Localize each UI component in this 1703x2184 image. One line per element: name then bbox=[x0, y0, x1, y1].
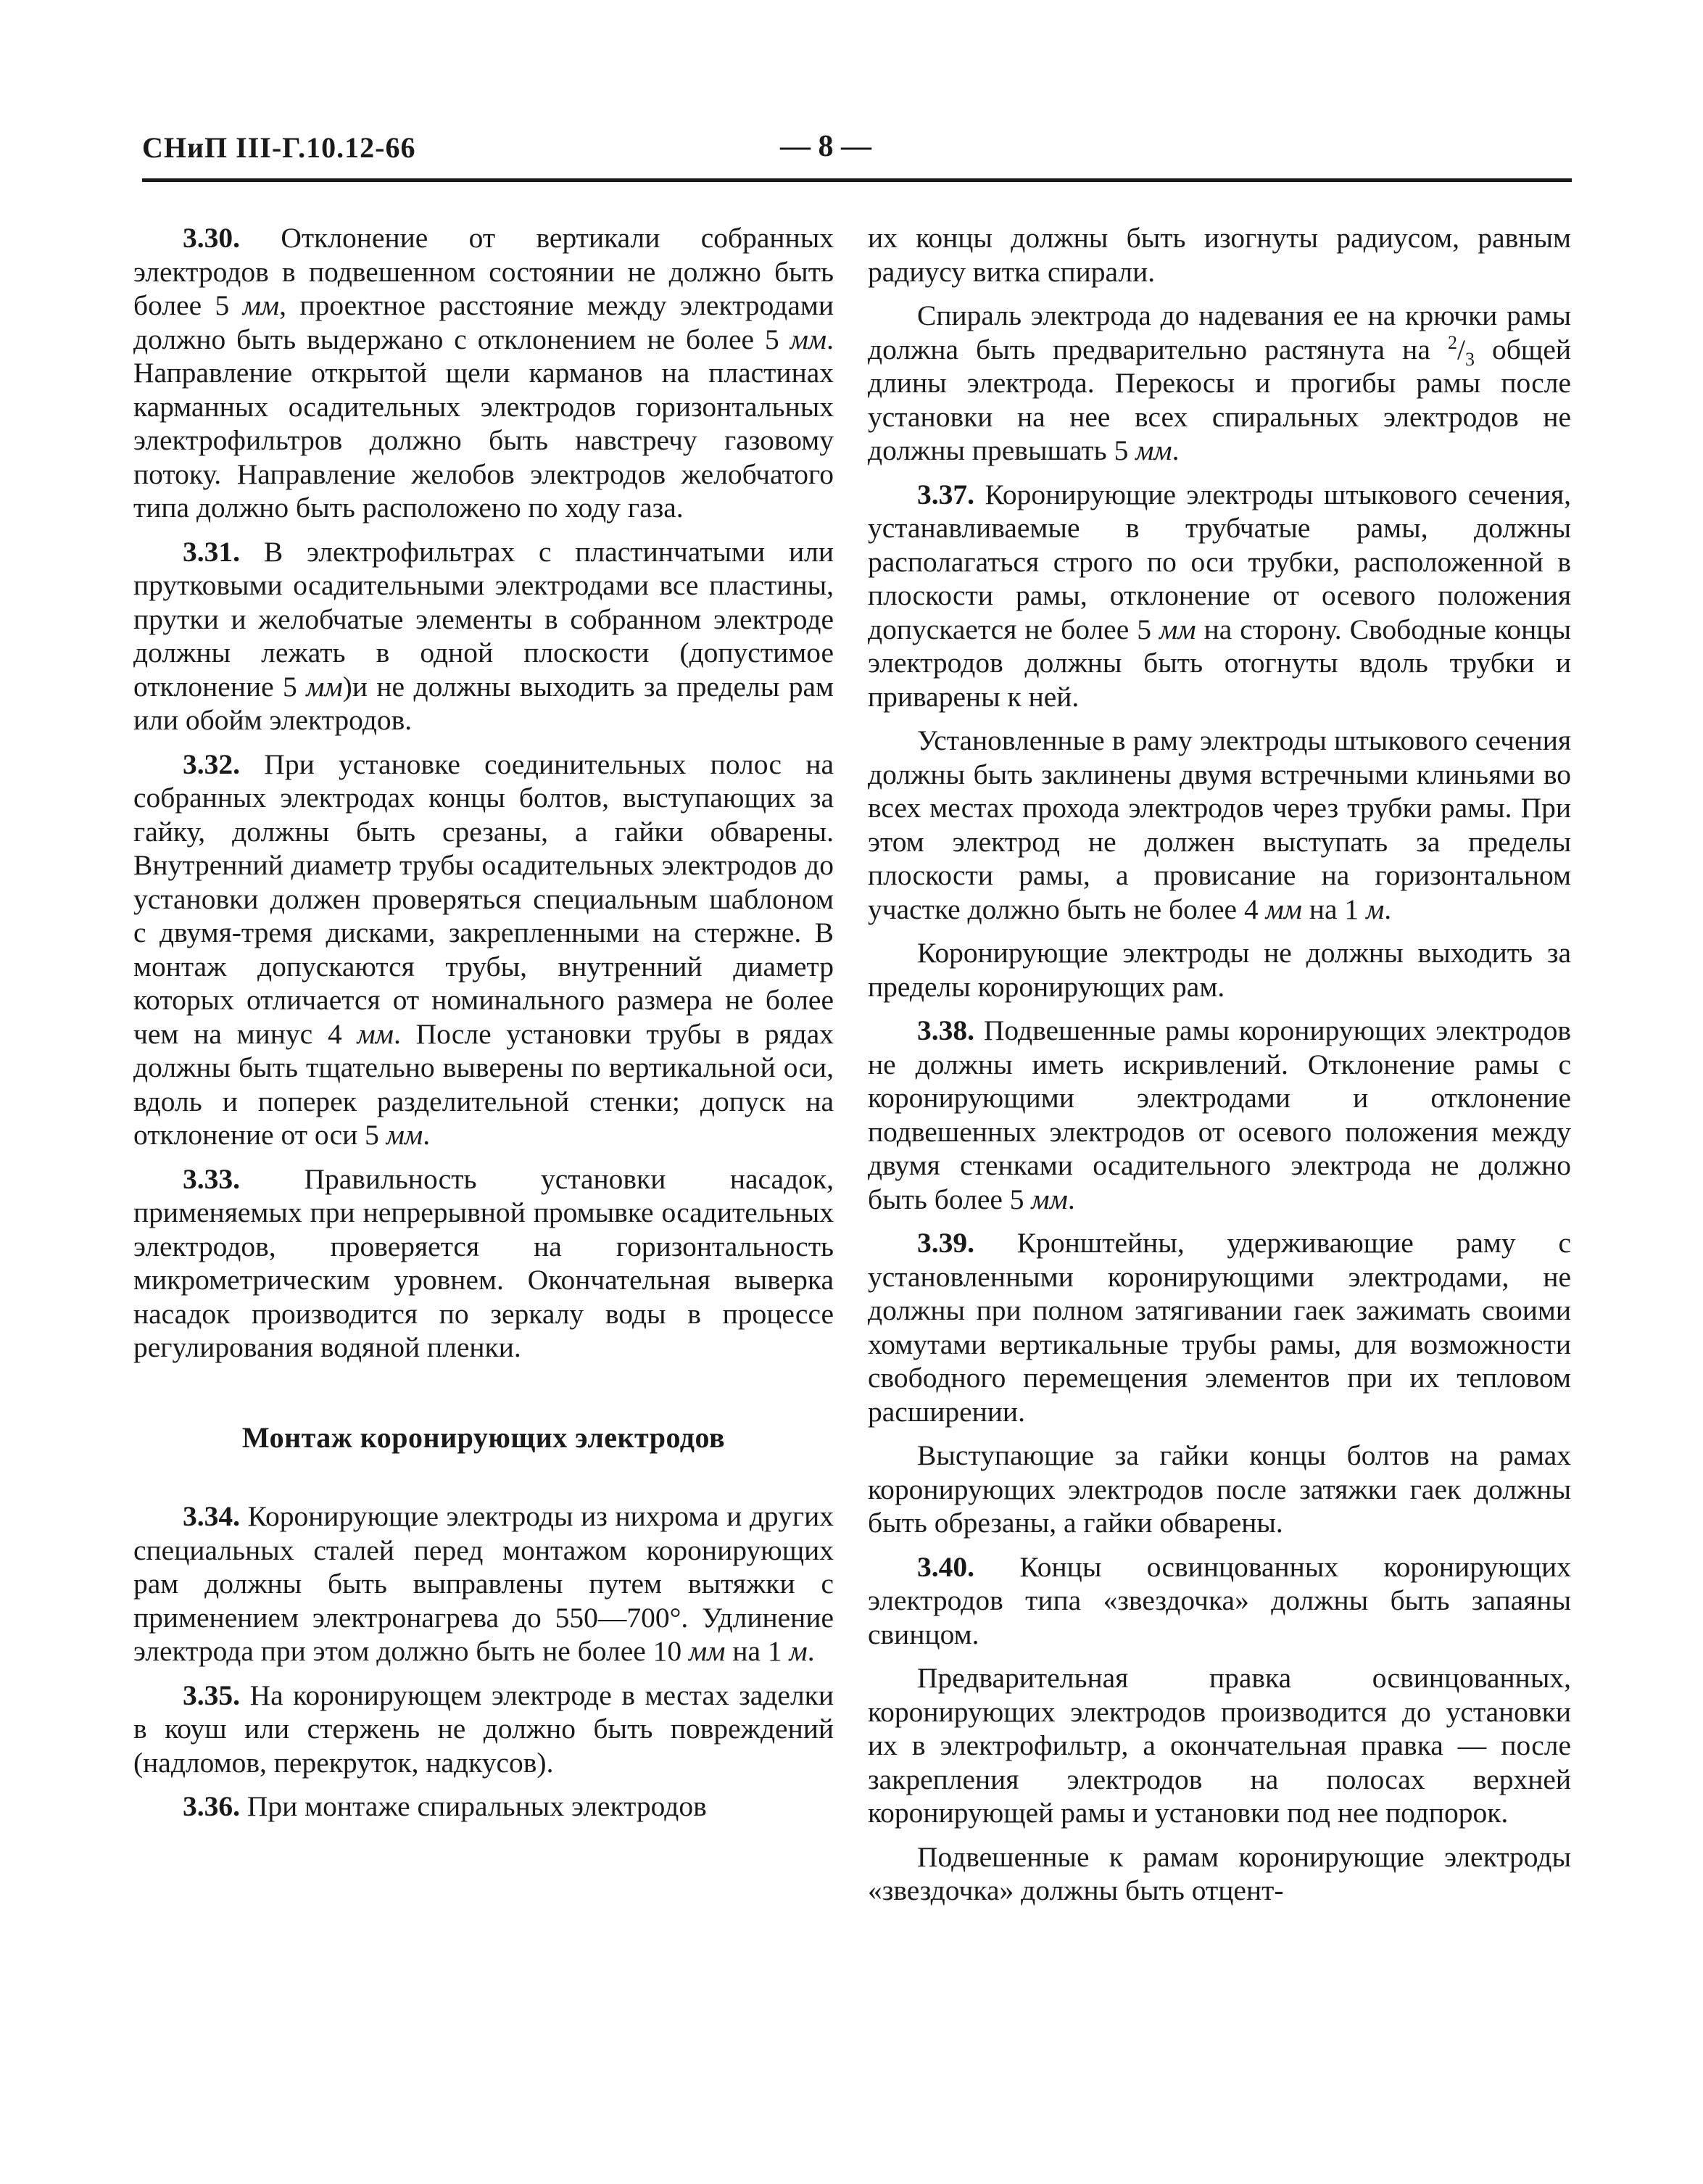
paragraph-text: В электрофильтрах с пластинчатыми или прутковыми осадительными электродами все пластины, прутки и желобчатые элементы в собранном электроде должны лежать в одной плоскости (допустимое отклонение 5 bbox=[133, 535, 834, 703]
unit-text: мм bbox=[386, 1119, 423, 1151]
unit-text: мм bbox=[790, 323, 827, 355]
paragraph-text: . bbox=[1067, 1183, 1075, 1215]
page-number: — 8 — bbox=[780, 130, 871, 163]
clause-number: 3.33. bbox=[183, 1162, 240, 1195]
paragraph-text: Спираль электрода до надевания ее на крючки рамы должна быть предварительно растянута на bbox=[868, 299, 1571, 365]
paragraph-text: . bbox=[807, 1635, 815, 1667]
unit-text: мм bbox=[1031, 1183, 1068, 1215]
paragraph-text: )и не должны выходить за пределы рам или обойм электродов. bbox=[133, 670, 834, 736]
paragraph-3-37-limits: Коронирующие электроды не должны выходить за пределы коронирующих рам. bbox=[868, 937, 1571, 1003]
paragraph-3-36 bbox=[133, 1790, 834, 1824]
paragraph-3-39-bolts: Выступающие за гайки концы болтов на рамах коронирующих электродов после затяжки гаек должны быть обрезаны, а гайки обварены. bbox=[868, 1439, 1571, 1539]
paragraph-text: общей длины электрода. Перекосы и прогибы рамы после установки на нее всех спиральных электродов не должны превышать 5 bbox=[868, 333, 1571, 466]
paragraph-3-40 bbox=[868, 1550, 1571, 1652]
clause-number: 3.37. bbox=[917, 478, 974, 510]
paragraph-3-36-continued: их концы должны быть изогнуты радиусом, равным радиусу витка спирали. bbox=[868, 222, 1571, 288]
paragraph-text: Концы освинцованных коронирующих электродов типа «звездочка» должны быть запаяны свинцом. bbox=[868, 1550, 1571, 1650]
paragraph-text: , проектное расстояние между электродами должно быть выдержано с отклонением не более 5 bbox=[133, 289, 834, 355]
unit-text: мм bbox=[357, 1017, 394, 1050]
section-title: Монтаж коронирующих электродов bbox=[241, 1420, 726, 1454]
paragraph-3-35 bbox=[133, 1679, 834, 1780]
paragraph-text: При установке соединительных полос на собранных электродах концы болтов, выступающих за гайку, должны быть срезаны, а гайки обварены. Внутренний диаметр трубы осадительных электродов до установки должен проверяться специальным шаблоном с двумя-тремя дисками, закрепленными на стержне. В монтаж допускаются трубы, внутренний диаметр которых отличается от номинального размера не более чем на минус 4 bbox=[133, 748, 834, 1050]
paragraph-text: . bbox=[423, 1119, 431, 1151]
paragraph-3-37 bbox=[868, 478, 1571, 714]
fraction-slash: / bbox=[1457, 333, 1465, 365]
unit-text: мм bbox=[1135, 434, 1172, 466]
paragraph-text: При монтаже спиральных электродов bbox=[240, 1790, 707, 1822]
paragraph-text: на сторону. Свободные концы электродов должны быть отогнуты вдоль трубки и приварены к ней. bbox=[868, 613, 1571, 713]
paragraph-text: На коронирующем электроде в местах заделки в коуш или стержень не должно быть повреждений (надломов, перекруток, надкусов). bbox=[133, 1679, 834, 1779]
clause-number: 3.39. bbox=[917, 1227, 974, 1259]
clause-number: 3.32. bbox=[183, 748, 240, 780]
clause-number: 3.38. bbox=[917, 1014, 974, 1046]
paragraph-text: Установленные в раму электроды штыкового сечения должны быть заклинены двумя встречными клиньями во всех местах прохода электродов через трубки рамы. При этом электрод не должен выступать за пределы плоскости рамы, а провисание на горизонтальном участке должно быть не более 4 bbox=[868, 724, 1571, 925]
paragraph-3-32 bbox=[133, 748, 834, 1152]
document-code: СНиП III-Г.10.12-66 bbox=[142, 131, 416, 164]
clause-number: 3.36. bbox=[183, 1790, 240, 1822]
unit-text: мм bbox=[689, 1635, 726, 1667]
page-header bbox=[142, 131, 1570, 174]
paragraph-text: Отклонение от вертикали собранных электродов в подвешенном состоянии не должно быть более 5 bbox=[133, 222, 834, 321]
paragraph-text: Коронирующие электроды из нихрома и других специальных сталей перед монтажом коронирующих рам должны быть выправлены путем вытяжки с применением электронагрева до 550—700°. Удлинение электрода при этом должно быть не более 10 bbox=[133, 1500, 834, 1667]
paragraph-3-40-centering: Подвешенные к рамам коронирующие электроды «звездочка» должны быть отцент- bbox=[868, 1840, 1571, 1906]
right-column bbox=[868, 221, 1571, 1918]
paragraph-3-39 bbox=[868, 1226, 1571, 1428]
paragraph-3-38 bbox=[868, 1014, 1571, 1216]
header-rule bbox=[142, 178, 1572, 182]
paragraph-text: Подвешенные рамы коронирующих электродов не должны иметь искривлений. Отклонение рамы с коронирующими электродами и отклонение подвешенных электродов от осевого положения между двумя стенками осадительного электрода не должно быть более 5 bbox=[868, 1014, 1571, 1215]
paragraph-text: на 1 bbox=[725, 1635, 790, 1667]
paragraph-3-36-spiral bbox=[868, 299, 1571, 468]
paragraph-text: Правильность установки насадок, применяемых при непрерывной промывке осадительных электродов, проверяется на горизонтальность микрометрическим уровнем. Окончательная выверка насадок производится по зеркалу воды в процессе регулирования водяной пленки. bbox=[133, 1162, 834, 1363]
clause-number: 3.31. bbox=[183, 535, 240, 568]
unit-text: мм bbox=[1159, 613, 1196, 645]
paragraph-3-40-straightening: Предварительная правка освинцованных, коронирующих электродов производится до установки их в электрофильтр, а окончательная правка — после закрепления электродов на полосах верхней коронирующей рамы и установки под нее подпорок. bbox=[868, 1662, 1571, 1829]
unit-text: м bbox=[789, 1635, 808, 1667]
paragraph-text: . После установки трубы в рядах должны быть тщательно выверены по вертикальной оси, вдоль и поперек разделительной стенки; допуск на отклонение от оси 5 bbox=[133, 1017, 834, 1151]
paragraph-text: Кронштейны, удерживающие раму с установленными коронирующими электродами, не должны при полном затягивании гаек зажимать своими хомутами вертикальные трубы рамы, для возможности свободного перемещения элементов при их тепловом расширении. bbox=[868, 1227, 1571, 1428]
paragraph-3-34 bbox=[133, 1500, 834, 1668]
clause-number: 3.30. bbox=[183, 222, 240, 254]
paragraph-3-30 bbox=[133, 221, 834, 525]
left-column bbox=[133, 221, 834, 1834]
paragraph-3-31 bbox=[133, 535, 834, 737]
clause-number: 3.34. bbox=[183, 1500, 240, 1532]
unit-text: мм bbox=[306, 670, 343, 703]
paragraph-text: . bbox=[1384, 893, 1392, 925]
clause-number: 3.40. bbox=[917, 1550, 974, 1583]
paragraph-text: . Направление открытой щели карманов на пластинах карманных осадительных электродов горизонтальных электрофильтров должно быть навстречу газовому потоку. Направление желобов электродов желобчатого типа должно быть расположено по ходу газа. bbox=[133, 323, 834, 524]
unit-text: мм bbox=[1265, 893, 1303, 925]
paragraph-text: . bbox=[1172, 434, 1180, 466]
paragraph-3-33 bbox=[133, 1162, 834, 1365]
paragraph-text: на 1 bbox=[1302, 893, 1367, 925]
fraction-denominator: 3 bbox=[1464, 348, 1475, 370]
paragraph-text: Коронирующие электроды штыкового сечения, устанавливаемые в трубчатые рамы, должны располагаться строго по оси трубки, расположенной в плоскости рамы, отклонение от осевого положения допускается не более 5 bbox=[868, 478, 1571, 645]
unit-text: мм bbox=[242, 289, 280, 321]
unit-text: м bbox=[1366, 893, 1385, 925]
fraction-numerator: 2 bbox=[1447, 331, 1457, 353]
paragraph-3-37-wedges bbox=[868, 724, 1571, 926]
clause-number: 3.35. bbox=[183, 1679, 240, 1711]
